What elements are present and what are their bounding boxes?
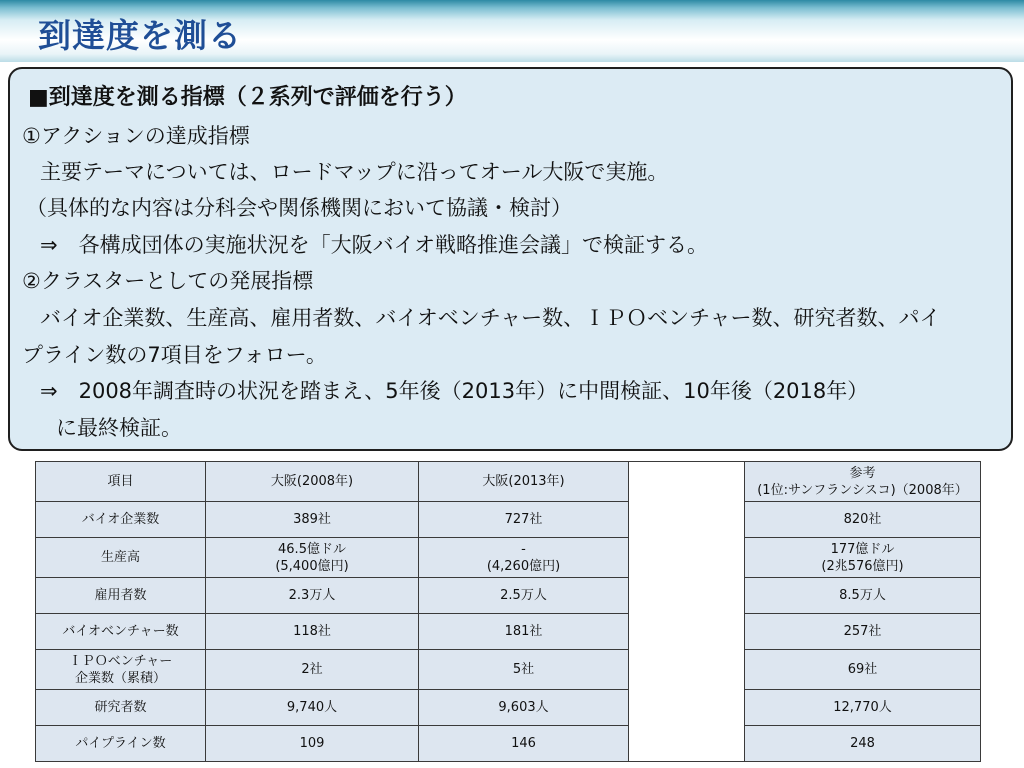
cell-reference-line: 69社 bbox=[847, 662, 878, 677]
box-heading: ■到達度を測る指標（２系列で評価を行う） bbox=[28, 85, 467, 110]
cell-item bbox=[36, 690, 206, 726]
cell-osaka-2008-line: 109 bbox=[299, 736, 325, 751]
cell-item bbox=[36, 614, 206, 650]
cell-item bbox=[36, 502, 206, 538]
cell-item-line: 企業数（累積） bbox=[74, 670, 166, 686]
box-line-4: ⇒ 各構成団体の実施状況を「大阪バイオ戦略推進会議」で検証する。 bbox=[40, 233, 708, 257]
cell-item bbox=[36, 650, 206, 690]
cell-osaka-2013 bbox=[419, 650, 629, 690]
header-reference-line-1: 参考 bbox=[849, 465, 876, 481]
cell-osaka-2008-line: 9,740人 bbox=[286, 700, 338, 715]
header-item: 項目 bbox=[36, 462, 206, 502]
indicator-box bbox=[8, 67, 1013, 451]
indicator-table bbox=[35, 461, 981, 762]
cell-item-line: バイオベンチャー数 bbox=[62, 624, 179, 639]
box-line-5: ②クラスターとしての発展指標 bbox=[22, 269, 314, 293]
cell-osaka-2013-line: 727社 bbox=[504, 512, 543, 527]
table-row bbox=[36, 538, 981, 578]
cell-reference bbox=[745, 502, 981, 538]
cell-osaka-2013-line: 181社 bbox=[504, 624, 543, 639]
cell-item bbox=[36, 726, 206, 762]
box-line-6: バイオ企業数、生産高、雇用者数、バイオベンチャー数、ＩＰＯベンチャー数、研究者数、パイ bbox=[40, 306, 941, 330]
cell-osaka-2008-line: 118社 bbox=[293, 624, 331, 639]
cell-reference-line: 12,770人 bbox=[833, 700, 892, 715]
header-reference bbox=[745, 462, 981, 502]
cell-osaka-2008 bbox=[206, 614, 419, 650]
box-line-9: に最終検証。 bbox=[56, 416, 182, 440]
cell-reference bbox=[745, 538, 981, 578]
cell-osaka-2008 bbox=[206, 578, 419, 614]
cell-item-line: 雇用者数 bbox=[94, 588, 147, 603]
table-row bbox=[36, 650, 981, 690]
cell-reference bbox=[745, 690, 981, 726]
box-line-8: ⇒ 2008年調査時の状況を踏まえ、5年後（2013年）に中間検証、10年後（2018年） bbox=[40, 379, 869, 403]
title-bar bbox=[0, 0, 1024, 62]
cell-osaka-2013-line: 2.5万人 bbox=[500, 588, 547, 603]
cell-osaka-2008-line: 46.5億ドル bbox=[278, 541, 346, 557]
cell-osaka-2013 bbox=[419, 726, 629, 762]
cell-reference-line: 8.5万人 bbox=[839, 588, 886, 603]
cell-osaka-2008-line: 389社 bbox=[293, 512, 331, 527]
cell-osaka-2013 bbox=[419, 502, 629, 538]
cell-osaka-2008 bbox=[206, 650, 419, 690]
header-osaka-2008: 大阪(2008年) bbox=[206, 462, 419, 502]
cell-osaka-2008 bbox=[206, 726, 419, 762]
cell-osaka-2008 bbox=[206, 538, 419, 578]
box-line-7: プライン数の7項目をフォロー。 bbox=[22, 343, 327, 367]
table-header-row bbox=[36, 462, 981, 502]
cell-item-line: パイプライン数 bbox=[75, 736, 166, 751]
cell-osaka-2008-line: 2.3万人 bbox=[288, 588, 336, 603]
cell-osaka-2013 bbox=[419, 614, 629, 650]
cell-item-line: ＩＰＯベンチャー bbox=[68, 653, 173, 669]
cell-item bbox=[36, 538, 206, 578]
cell-osaka-2013 bbox=[419, 578, 629, 614]
cell-osaka-2013 bbox=[419, 538, 629, 578]
cell-osaka-2013-line: 9,603人 bbox=[498, 700, 549, 715]
cell-reference-line: (2兆576億円) bbox=[821, 558, 904, 574]
cell-osaka-2013 bbox=[419, 690, 629, 726]
cell-osaka-2008-line: 2社 bbox=[301, 662, 323, 677]
cell-osaka-2013-line: - bbox=[521, 541, 526, 557]
table-row bbox=[36, 502, 981, 538]
table-row bbox=[36, 578, 981, 614]
indicator-table-wrap bbox=[35, 461, 981, 762]
cell-osaka-2013-line: 146 bbox=[511, 736, 536, 751]
cell-reference-line: 820社 bbox=[843, 512, 882, 527]
cell-reference bbox=[745, 650, 981, 690]
box-line-2: 主要テーマについては、ロードマップに沿ってオール大阪で実施。 bbox=[40, 160, 669, 184]
box-line-1: ①アクションの達成指標 bbox=[22, 124, 250, 148]
cell-reference bbox=[745, 726, 981, 762]
cell-item bbox=[36, 578, 206, 614]
cell-item-line: 研究者数 bbox=[94, 700, 147, 715]
cell-osaka-2008-line: (5,400億円) bbox=[275, 558, 349, 574]
table-gap-column bbox=[629, 462, 745, 762]
box-line-3: （具体的な内容は分科会や関係機関において協議・検討） bbox=[26, 196, 572, 220]
page-title: 到達度を測る bbox=[38, 16, 242, 55]
cell-reference bbox=[745, 578, 981, 614]
cell-item-line: 生産高 bbox=[100, 550, 140, 565]
table-row bbox=[36, 614, 981, 650]
cell-reference-line: 248 bbox=[850, 736, 875, 751]
cell-item-line: バイオ企業数 bbox=[81, 512, 160, 527]
cell-osaka-2008 bbox=[206, 502, 419, 538]
cell-reference-line: 177億ドル bbox=[830, 541, 895, 557]
cell-osaka-2013-line: 5社 bbox=[512, 662, 535, 677]
cell-osaka-2008 bbox=[206, 690, 419, 726]
header-osaka-2013: 大阪(2013年) bbox=[419, 462, 629, 502]
header-reference-line-2: (1位:サンフランシスコ)（2008年） bbox=[757, 482, 968, 498]
table-row bbox=[36, 726, 981, 762]
cell-osaka-2013-line: (4,260億円) bbox=[486, 558, 561, 574]
cell-reference-line: 257社 bbox=[843, 624, 882, 639]
cell-reference bbox=[745, 614, 981, 650]
table-row bbox=[36, 690, 981, 726]
